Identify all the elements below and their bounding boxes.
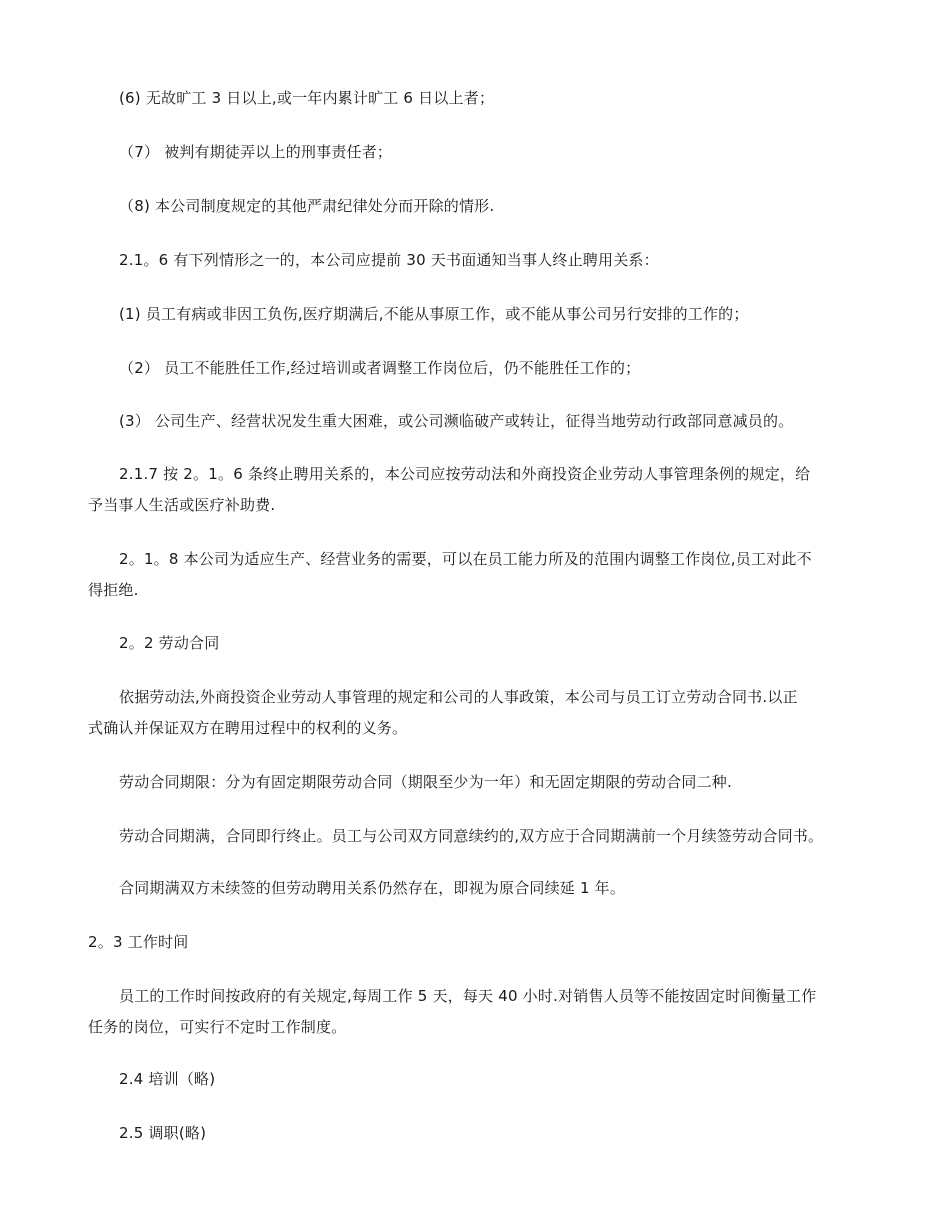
working-hours-line1: 员工的工作时间按政府的有关规定,每周工作 5 天，每天 40 小时.对销售人员等不能按固定时间衡量工作 (119, 987, 817, 1005)
section-2-3-heading: 2。3 工作时间 (88, 933, 189, 951)
section-2-1-8-line2: 得拒绝. (88, 581, 139, 599)
clause-2-text: （2） 员工不能胜任工作,经过培训或者调整工作岗位后，仍不能胜任工作的； (119, 359, 641, 377)
section-2-1-7-line1: 2.1.7 按 2。1。6 条终止聘用关系的，本公司应按劳动法和外商投资企业劳动人事管理条例的规定，给 (119, 465, 811, 483)
contract-extension-text: 合同期满双方未续签的但劳动聘用关系仍然存在，即视为原合同续延 1 年。 (119, 879, 626, 897)
section-2-2-heading: 2。2 劳动合同 (119, 634, 220, 652)
contract-expiry-text: 劳动合同期满，合同即行终止。员工与公司双方同意续约的,双方应于合同期满前一个月续签劳动合同书。 (119, 827, 824, 845)
clause-6-text: (6) 无故旷工 3 日以上,或一年内累计旷工 6 日以上者； (119, 89, 495, 107)
section-2-1-8-line1: 2。1。8 本公司为适应生产、经营业务的需要，可以在员工能力所及的范围内调整工作岗位,员工对此不 (119, 550, 812, 568)
contract-basis-line2: 式确认并保证双方在聘用过程中的权利的义务。 (88, 719, 408, 737)
section-2-5-heading: 2.5 调职(略) (119, 1124, 207, 1142)
contract-basis-line1: 依据劳动法,外商投资企业劳动人事管理的规定和公司的人事政策，本公司与员工订立劳动合同书.以正 (119, 688, 798, 706)
clause-8-text: （8) 本公司制度规定的其他严肃纪律处分而开除的情形. (119, 197, 495, 215)
working-hours-line2: 任务的岗位，可实行不定时工作制度。 (88, 1018, 347, 1036)
clause-7-text: （7） 被判有期徒弄以上的刑事责任者； (119, 143, 393, 161)
clause-3-text: (3） 公司生产、经营状况发生重大困难，或公司濒临破产或转让，征得当地劳动行政部同意减员的。 (119, 412, 794, 430)
clause-1-text: (1) 员工有病或非因工负伤,医疗期满后,不能从事原工作，或不能从事公司另行安排的工作的； (119, 305, 749, 323)
section-2-1-6-heading: 2.1。6 有下列情形之一的，本公司应提前 30 天书面通知当事人终止聘用关系： (119, 251, 659, 269)
section-2-4-heading: 2.4 培训（略) (119, 1070, 216, 1088)
contract-term-text: 劳动合同期限：分为有固定期限劳动合同（期限至少为一年）和无固定期限的劳动合同二种. (119, 773, 732, 791)
section-2-1-7-line2: 予当事人生活或医疗补助费. (88, 496, 276, 514)
